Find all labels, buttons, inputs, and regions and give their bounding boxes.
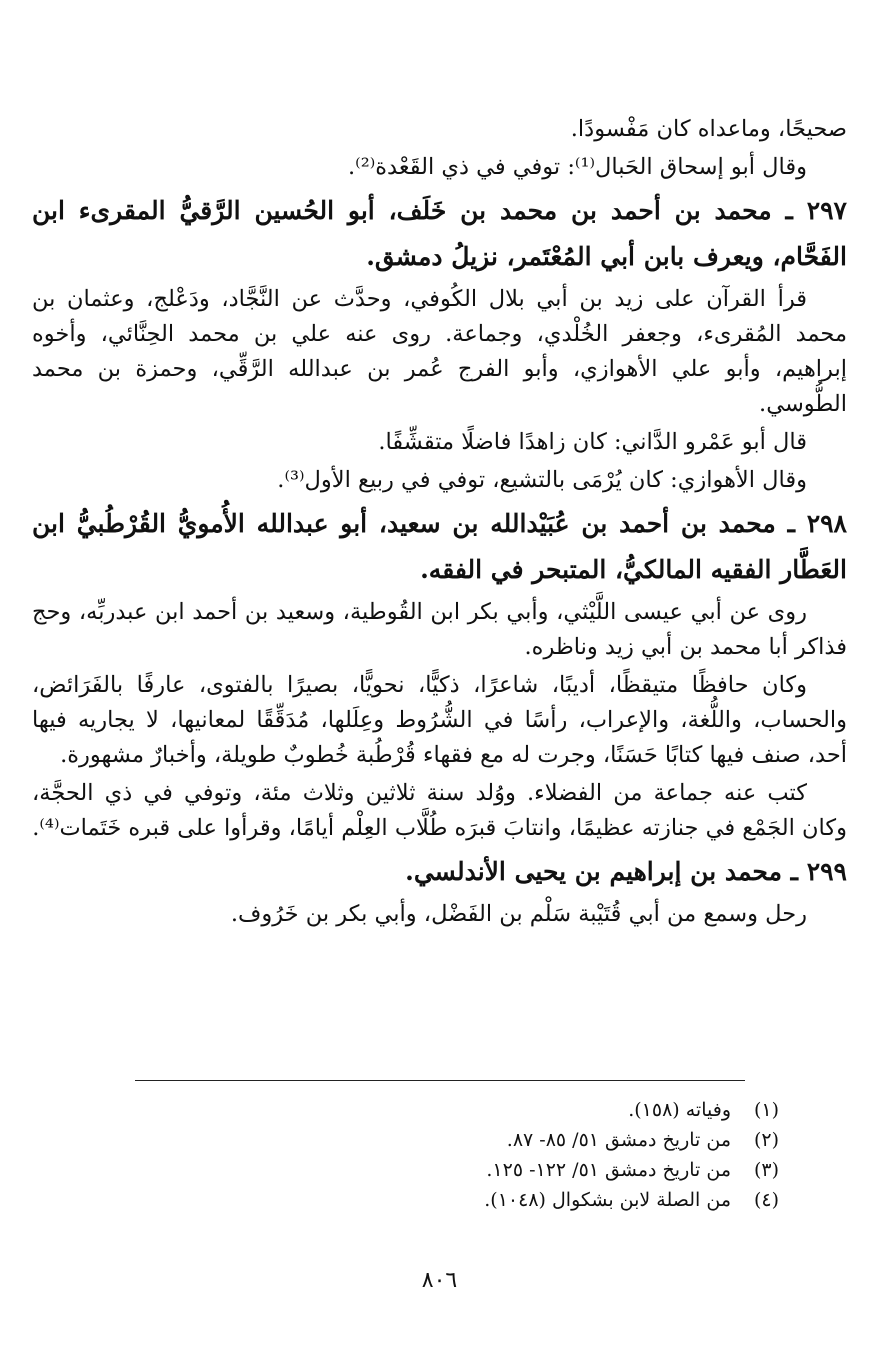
footnote-number: (٢): [753, 1129, 779, 1151]
paragraph: وكان حافظًا متيقظًا، أديبًا، شاعرًا، ذكيًّا، نحويًّا، بصيرًا بالفتوى، عارفًا بالفَرَائض، والحساب، واللُّغة، والإعراب، رأسًا في الشُّرُوط وعِلَلها، مُدَقِّقًا لمعانيها، لا يجاريه فيها أحد، صنف فيها كتابًا حَسَنًا، وجرت له مع فقهاء قُرْطُبة خُطوبٌ طويلة، وأخبارٌ مشهورة.: [32, 672, 847, 768]
paragraph: كتب عنه جماعة من الفضلاء. ووُلد سنة ثلاثين وثلاث مئة، وتوفي في ذي الحجَّة، وكان الجَمْع في جنازته عظيمًا، وانتابَ قبرَه طُلَّاب العِلْم أيامًا، وقرأوا على قبره خَتَمات⁽⁴⁾.: [32, 780, 847, 841]
footnote: [179, 1155, 779, 1185]
footnote-number: (١): [753, 1099, 779, 1121]
paragraph: قال أبو عَمْرو الدَّاني: كان زاهدًا فاضلًا متقشِّفًا.: [378, 429, 807, 455]
paragraph: صحيحًا، وماعداه كان مَفْسودًا.: [570, 116, 847, 142]
footnote-text: من تاريخ دمشق ٥١/ ٨٥- ٨٧.: [506, 1129, 731, 1151]
footnote-divider: [135, 1080, 745, 1081]
page-number: ٨٠٦: [421, 1268, 458, 1293]
footnote: [179, 1125, 779, 1155]
entry-title: محمد بن أحمد بن عُبَيْدالله بن سعيد، أبو عبدالله الأُمويُّ القُرْطُبيُّ ابن العَطَّار الفقيه المالكيُّ، المتبحر في الفقه.: [32, 509, 847, 584]
entry-title: محمد بن أحمد بن محمد بن خَلَف، أبو الحُسين الرَّقيُّ المقرىء ابن الفَحَّام، ويعرف بابن أبي المُعْتَمر، نزيلُ دمشق.: [32, 196, 847, 271]
paragraph: قرأ القرآن على زيد بن أبي بلال الكُوفي، وحدَّث عن النَّجَّاد، ودَعْلج، وعثمان بن محمد المُقرىء، وجعفر الخُلْدي، وجماعة. روى عنه علي بن محمد الحِنَّائي، وأخوه إبراهيم، وأبو علي الأهوازي، وأبو الفرج عُمر بن عبدالله الرَّقِّي، وحمزة بن محمد الطُّوسي.: [32, 286, 847, 417]
footnote-text: من تاريخ دمشق ٥١/ ١٢٢- ١٢٥.: [486, 1159, 731, 1181]
footnote: [179, 1095, 779, 1125]
entry-heading: ٢٩٧ ـ محمد بن أحمد بن محمد بن خَلَف، أبو الحُسين الرَّقيُّ المقرىء ابن الفَحَّام، ويعرف بابن أبي المُعْتَمر، نزيلُ دمشق.: [32, 196, 847, 271]
footnote-text: وفياته (١٥٨).: [628, 1099, 731, 1121]
paragraph: وقال الأهوازي: كان يُرْمَى بالتشيع، توفي في ربيع الأول⁽³⁾.: [277, 467, 807, 493]
entry-number: ٢٩٨: [806, 509, 847, 538]
paragraph: وقال أبو إسحاق الحَبال⁽¹⁾: توفي في ذي القَعْدة⁽²⁾.: [348, 154, 807, 180]
footnote: [179, 1185, 779, 1215]
entry-number: ٢٩٧: [806, 196, 847, 225]
entry-heading: ٢٩٩ ـ محمد بن إبراهيم بن يحيى الأندلسي.: [405, 857, 847, 886]
footnote-number: (٤): [753, 1189, 779, 1211]
footnotes: [179, 1095, 779, 1215]
entry-heading: ٢٩٨ ـ محمد بن أحمد بن عُبَيْدالله بن سعيد، أبو عبدالله الأُمويُّ القُرْطُبيُّ ابن العَطَّار الفقيه المالكيُّ، المتبحر في الفقه.: [32, 509, 847, 584]
footnote-number: (٣): [753, 1159, 779, 1181]
entry-title: محمد بن إبراهيم بن يحيى الأندلسي.: [405, 857, 782, 886]
paragraph: رحل وسمع من أبي قُتَيْبة سَلْم بن الفَضْل، وأبي بكر بن خَرُوف.: [230, 901, 807, 927]
paragraph: روى عن أبي عيسى اللَّيْثي، وأبي بكر ابن القُوطية، وسعيد بن أحمد ابن عبدربِّه، وحج فذاكر أبا محمد بن أبي زيد وناظره.: [32, 599, 847, 660]
main-text: [32, 112, 847, 935]
entry-number: ٢٩٩: [806, 857, 847, 886]
footnote-text: من الصلة لابن بشكوال (١٠٤٨).: [484, 1189, 731, 1211]
